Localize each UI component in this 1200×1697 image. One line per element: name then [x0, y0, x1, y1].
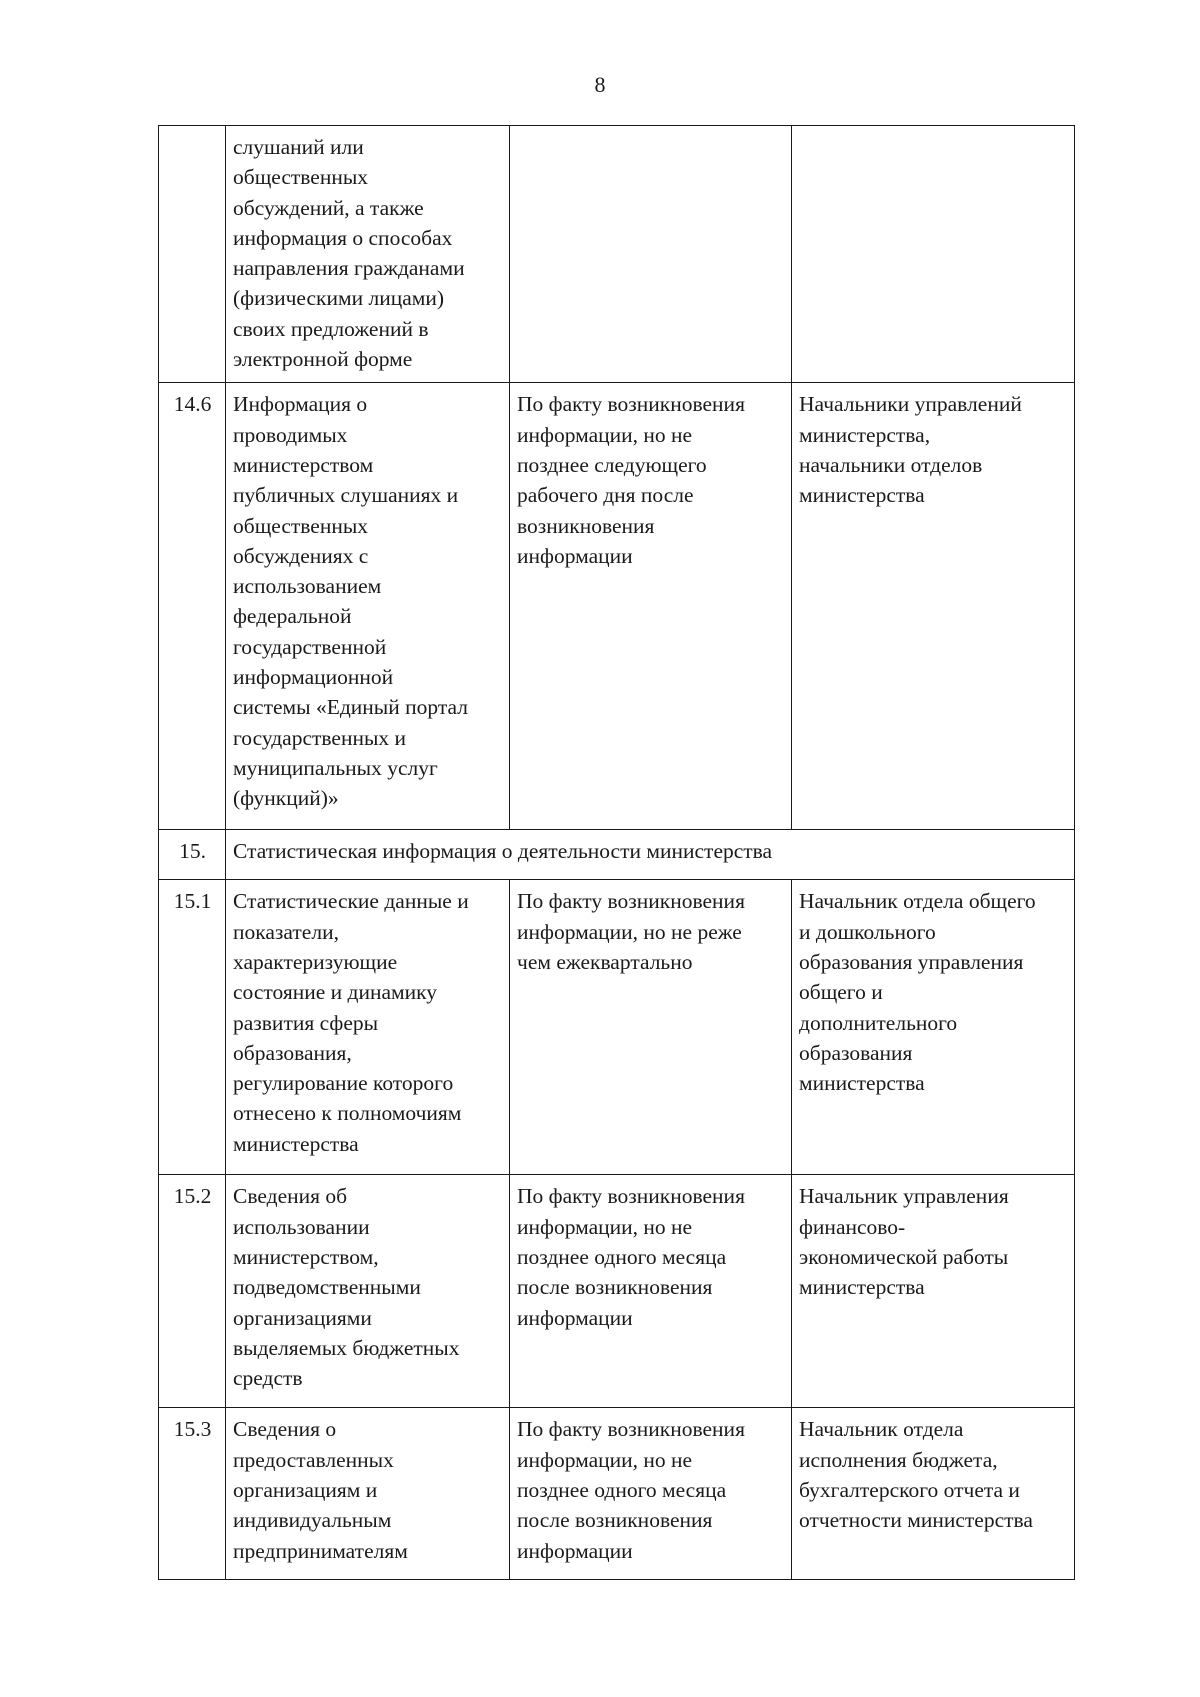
row-number: 15.2 — [159, 1175, 226, 1408]
info-text: Информация о проводимых министерством публичных слушаниях и общественных обсуждениях с использованием федеральной государственной информационной системы «Единый портал государственных и муниципальных услуг (функций)» — [233, 392, 468, 811]
info-text: Сведения о предоставленных организациям и индивидуальным предпринимателям — [233, 1417, 408, 1563]
row-number — [159, 126, 226, 383]
row-number: 14.6 — [159, 383, 226, 830]
responsible-cell — [792, 383, 1075, 830]
info-text: Сведения об использовании министерством, подведомственными организациями выделяемых бюджетных средств — [233, 1184, 460, 1391]
info-text: Статистические данные и показатели, характеризующие состояние и динамику развития сферы образования, регулирование которого отнесено к полномочиям министерства — [233, 889, 469, 1156]
period-cell — [510, 1175, 792, 1408]
period-text: По факту возникновения информации, но не позднее следующего рабочего дня после возникновения информации — [517, 392, 745, 568]
period-cell — [510, 383, 792, 830]
table-row — [159, 1175, 1075, 1408]
table-row — [159, 383, 1075, 830]
responsible-text: Начальник отдела исполнения бюджета, бухгалтерского отчета и отчетности министерства — [799, 1417, 1033, 1533]
row-number: 15.3 — [159, 1408, 226, 1580]
responsible-text: Начальники управлений министерства, начальники отделов министерства — [799, 392, 1022, 508]
period-text: По факту возникновения информации, но не позднее одного месяца после возникновения информации — [517, 1417, 745, 1563]
period-cell — [510, 1408, 792, 1580]
responsible-cell — [792, 880, 1075, 1175]
section-row — [159, 830, 1075, 880]
table-row — [159, 126, 1075, 383]
table-row — [159, 1408, 1075, 1580]
responsible-cell — [792, 1175, 1075, 1408]
section-title: Статистическая информация о деятельности министерства — [233, 839, 773, 864]
info-cell — [226, 880, 510, 1175]
info-cell — [226, 1175, 510, 1408]
info-cell — [226, 126, 510, 383]
period-cell — [510, 880, 792, 1175]
info-text: слушаний или общественных обсуждений, а также информация о способах направления гражданами (физическими лицами) своих предложений в электронной форме — [233, 135, 465, 372]
section-number: 15. — [159, 830, 226, 880]
responsible-cell — [792, 126, 1075, 383]
table-row — [159, 880, 1075, 1175]
responsible-text: Начальник отдела общего и дошкольного образования управления общего и дополнительного образования министерства — [799, 889, 1036, 1096]
section-title-cell — [226, 830, 1075, 880]
information-table — [158, 125, 1075, 1580]
info-cell — [226, 383, 510, 830]
period-text: По факту возникновения информации, но не реже чем ежеквартально — [517, 889, 745, 974]
responsible-text: Начальник управления финансово- экономической работы министерства — [799, 1184, 1009, 1300]
period-text: По факту возникновения информации, но не позднее одного месяца после возникновения информации — [517, 1184, 745, 1330]
info-cell — [226, 1408, 510, 1580]
row-number: 15.1 — [159, 880, 226, 1175]
period-cell — [510, 126, 792, 383]
responsible-cell — [792, 1408, 1075, 1580]
page-number: 8 — [594, 72, 606, 97]
